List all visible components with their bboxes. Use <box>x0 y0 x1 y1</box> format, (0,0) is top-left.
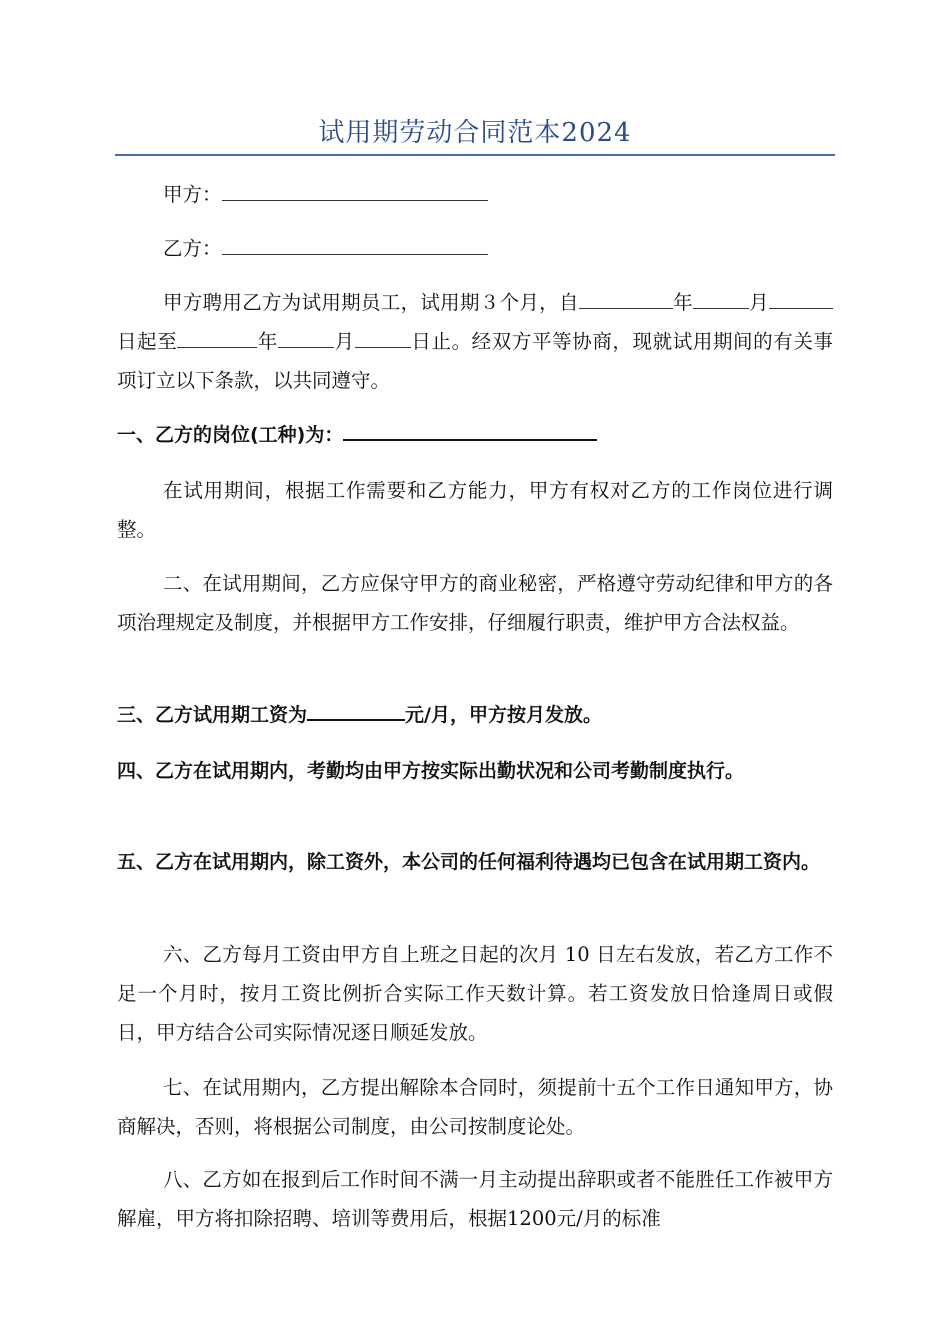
title-divider <box>115 154 835 156</box>
start-month-blank <box>693 290 749 309</box>
party-b-line <box>163 234 488 264</box>
clause-3-text-pre: 三、乙方试用期工资为 <box>117 704 308 726</box>
party-b-label: 乙方： <box>163 237 222 260</box>
clause-8: 八、乙方如在报到后工作时间不满一月主动提出辞职或者不能胜任工作被甲方解雇，甲方将扣除招聘、培训等费用后，根据1200元/月的标准 <box>117 1168 833 1230</box>
party-a-blank <box>222 182 488 201</box>
party-a-line <box>163 180 488 210</box>
clause-4: 四、乙方在试用期内，考勤均由甲方按实际出勤状况和公司考勤制度执行。 <box>117 760 745 782</box>
clause-3-text-post: 元/月，甲方按月发放。 <box>405 704 602 726</box>
end-year-blank <box>177 329 257 348</box>
clause-1-heading <box>117 416 833 455</box>
clause-5: 五、乙方在试用期内，除工资外，本公司的任何福利待遇均已包含在试用期工资内。 <box>117 851 821 873</box>
party-b-blank <box>222 236 488 255</box>
party-a-label: 甲方： <box>163 183 222 206</box>
position-blank <box>343 421 597 441</box>
intro-paragraph <box>117 283 833 400</box>
clause-6: 六、乙方每月工资由甲方自上班之日起的次月 10 日左右发放，若乙方工作不足一个月时，按月工资比例折合实际工作天数计算。若工资发放日恰逢周日或假日，甲方结合公司实际情况逐日顺延发放。 <box>117 943 833 1044</box>
intro-text-3: 月 <box>748 291 769 314</box>
salary-blank <box>307 701 405 721</box>
clause-3 <box>117 696 833 735</box>
start-year-blank <box>579 290 673 309</box>
start-day-blank <box>769 290 833 309</box>
end-month-blank <box>278 329 334 348</box>
end-day-blank <box>355 329 411 348</box>
clause-7: 七、在试用期内，乙方提出解除本合同时，须提前十五个工作日通知甲方，协商解决，否则，将根据公司制度，由公司按制度论处。 <box>117 1076 833 1138</box>
intro-text-5: 年 <box>257 330 279 353</box>
intro-text-6: 月 <box>334 330 355 353</box>
document-title: 试用期劳动合同范本2024 <box>318 118 632 148</box>
clause-2: 二、在试用期间，乙方应保守甲方的商业秘密，严格遵守劳动纪律和甲方的各项治理规定及制度，并根据甲方工作安排，仔细履行职责，维护甲方合法权益。 <box>117 572 833 634</box>
intro-text-7: 日止。经双方平等协商，现就试用期间的有关事项订立以下条款，以共同遵守。 <box>117 330 833 392</box>
clause-1-heading-text: 一、乙方的岗位(工种)为： <box>117 424 344 446</box>
intro-text-1: 甲方聘用乙方为试用期员工，试用期３个月，自 <box>163 291 579 314</box>
intro-text-2: 年 <box>672 291 693 314</box>
clause-1-body: 在试用期间，根据工作需要和乙方能力，甲方有权对乙方的工作岗位进行调整。 <box>117 479 833 541</box>
intro-text-4: 日起至 <box>117 330 178 353</box>
